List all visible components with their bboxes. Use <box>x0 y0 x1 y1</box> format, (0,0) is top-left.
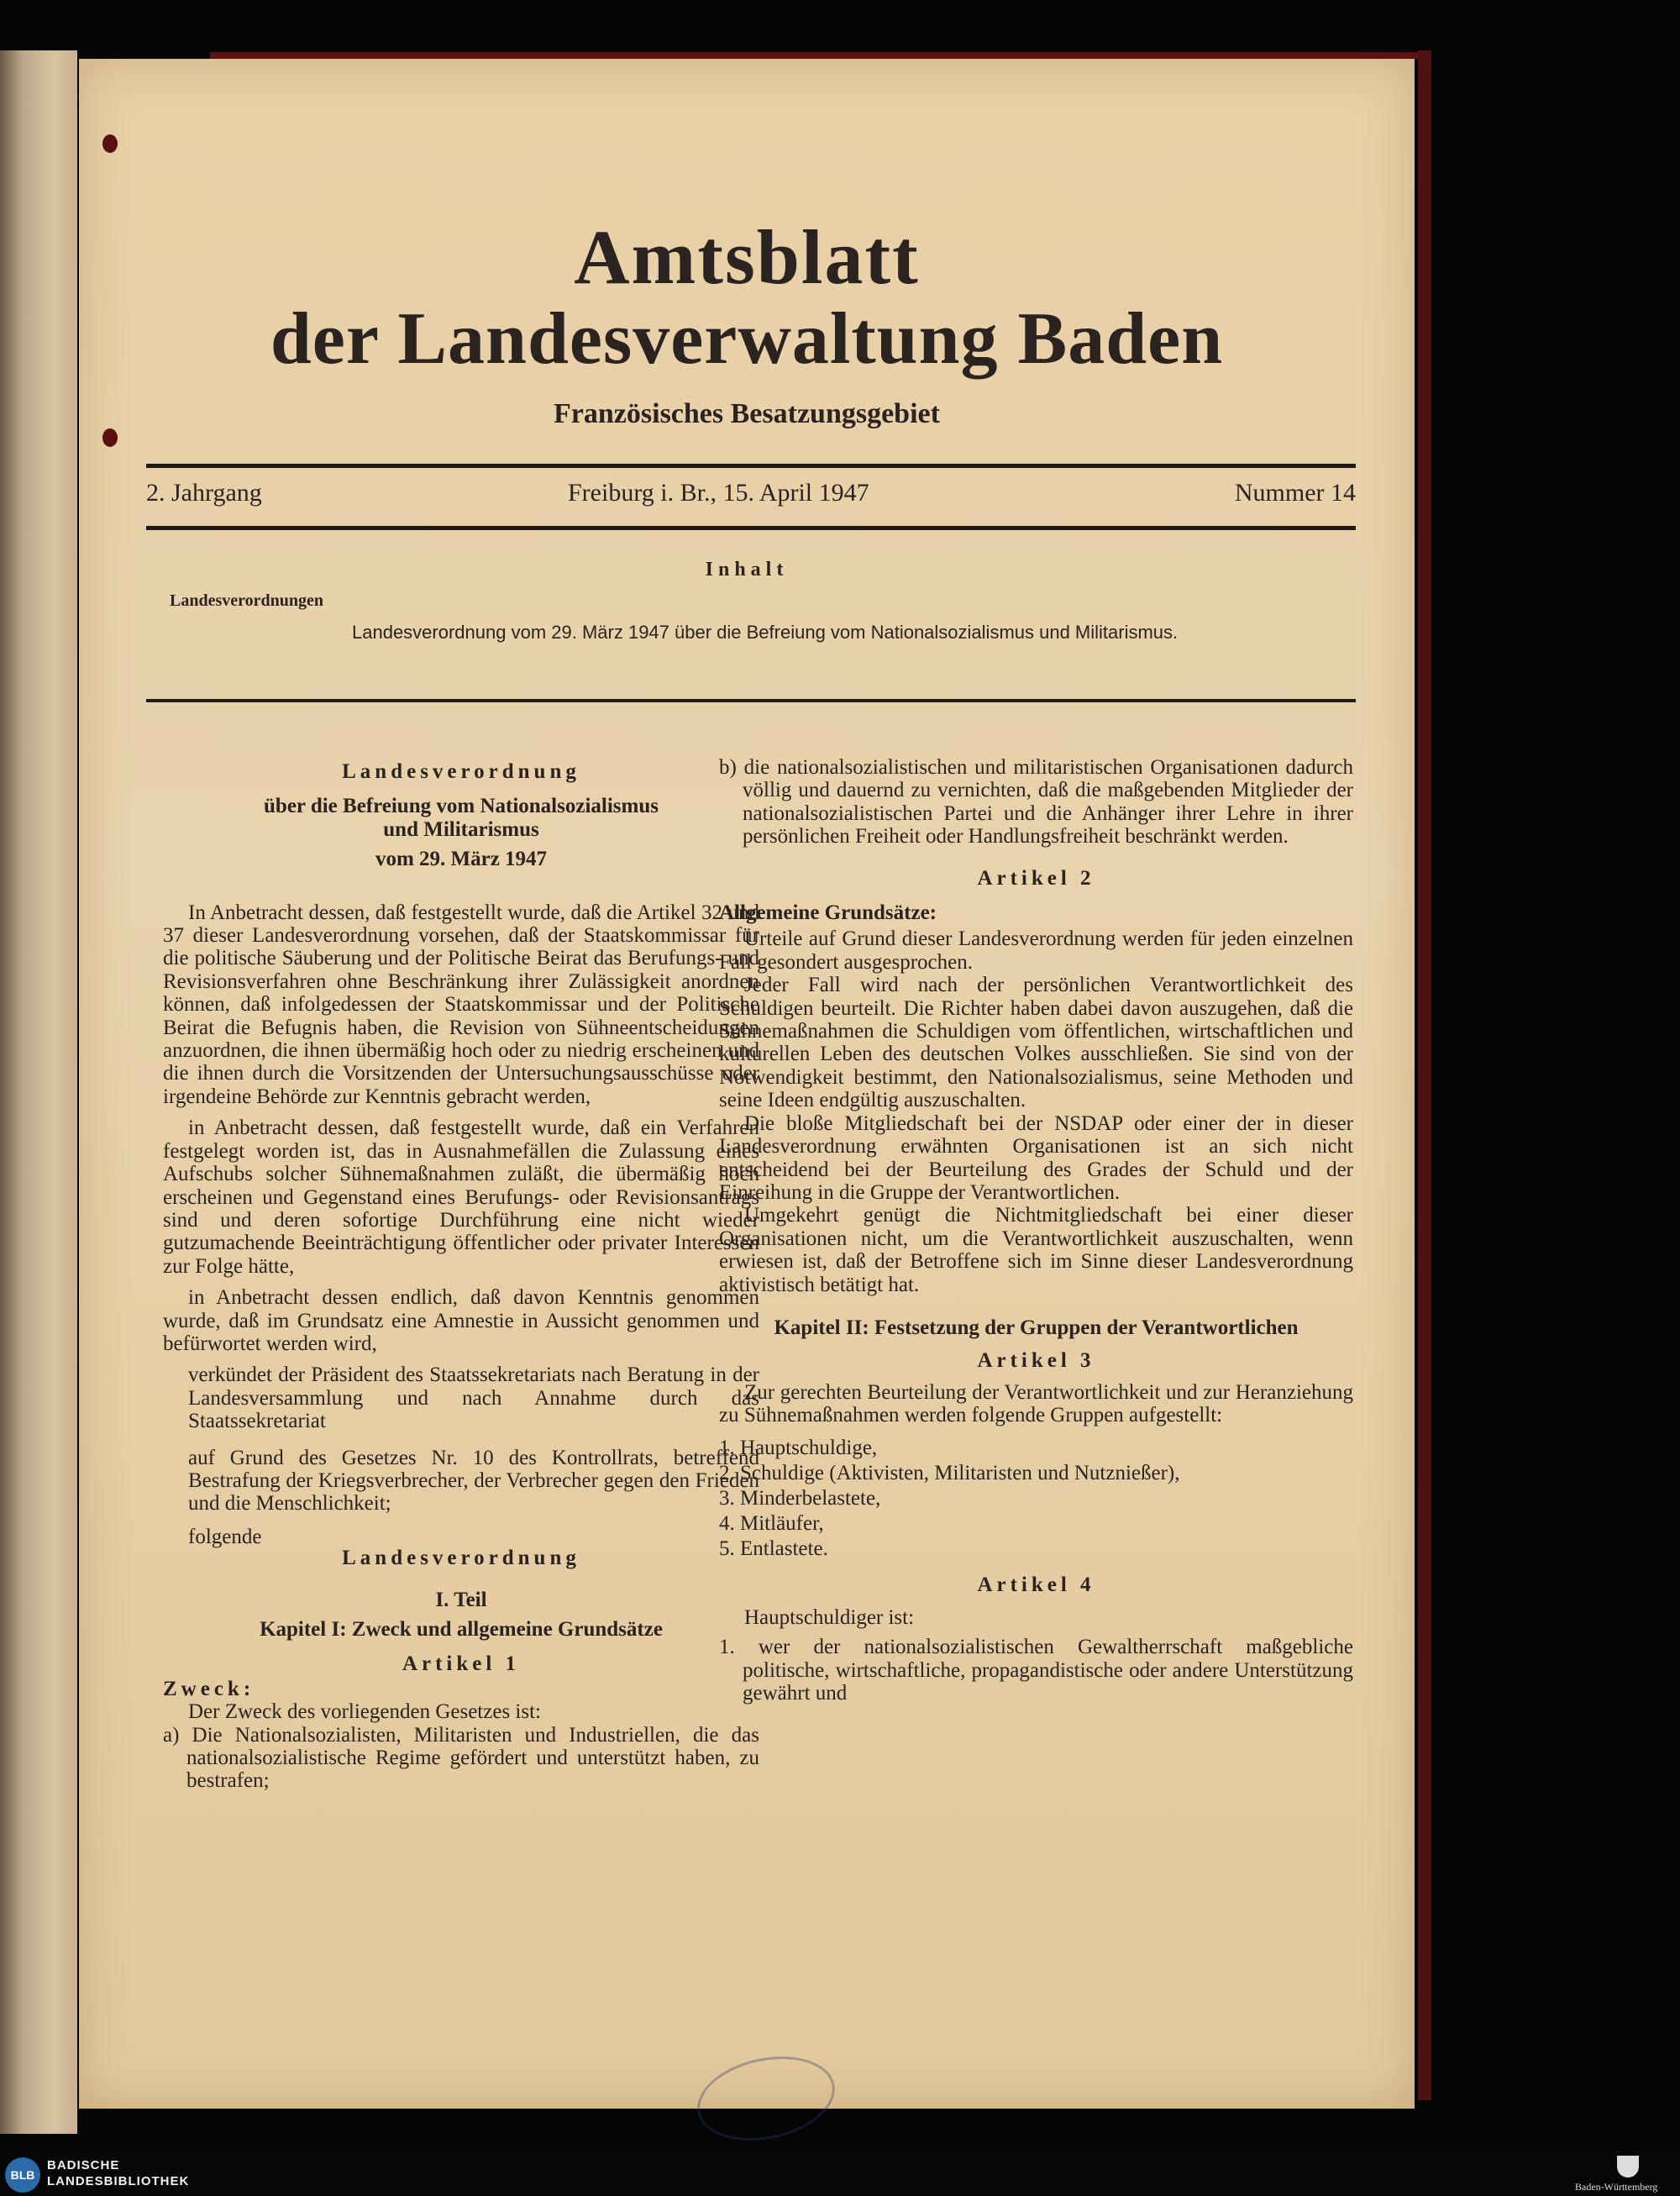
paragraph: in Anbetracht dessen, daß festgestellt wurde, daß ein Verfahren festgelegt worden ist, das in Ausnahmefällen die Zulassung eines Aufschubs solcher Sühnemaßnahmen zuläßt, die übermäßig hoch erscheinen und Gegenstand eines Berufungs- oder Revisionsantrags sind und deren sofortige Durchführung eine nicht wieder gutzumachende Beeinträchtigung öffentlicher oder privater Interessen zur Folge hätte, <box>163 1116 759 1278</box>
state-crest-icon <box>1617 2156 1639 2178</box>
masthead-title-line2: der Landesverwaltung Baden <box>270 298 1224 380</box>
masthead-title-line1: Amtsblatt <box>574 214 920 300</box>
ordinance-heading-2: Landesverordnung <box>342 1547 580 1570</box>
divider-top <box>146 464 1356 468</box>
list-item: b) die nationalsozialistischen und militaristischen Organisationen dadurch völlig und dauernd zu vernichten, daß die maßgebenden Mitglieder der nationalsozialistischen Partei und die Anhänger ihrer Lehre in ihrer persönlichen Freiheit oder Handlungsfreiheit beschränkt werden. <box>719 756 1353 848</box>
book-spine-edge <box>0 50 77 2134</box>
contents-section: Landesverordnungen <box>170 591 324 610</box>
part-heading: I. Teil <box>435 1588 487 1611</box>
punch-hole-bottom <box>102 428 118 447</box>
paragraph: in Anbetracht dessen endlich, daß davon Kenntnis genommen wurde, daß im Grundsatz eine Amnestie in Aussicht genommen und befürwortet werden wird, <box>163 1286 759 1355</box>
divider-contents <box>146 699 1356 702</box>
list-item: 2. Schuldige (Aktivisten, Militaristen und Nutznießer), <box>719 1461 1180 1484</box>
library-logo-icon: BLB <box>5 2157 40 2193</box>
paragraph: Zur gerechten Beurteilung der Verantwortlichkeit und zur Heranziehung zu Sühnemaßnahmen werden folgende Gruppen aufgestellt: <box>719 1380 1353 1427</box>
group-list <box>719 1436 1353 1562</box>
article-heading: Artikel 3 <box>977 1349 1095 1373</box>
binding-edge-top <box>210 52 1420 59</box>
list-item: 1. Hauptschuldige, <box>719 1436 878 1459</box>
article-heading: Artikel 1 <box>402 1652 521 1676</box>
list-item: 4. Mitläufer, <box>719 1511 824 1535</box>
punch-hole-top <box>102 134 118 153</box>
paragraph: Hauptschuldiger ist: <box>744 1605 915 1629</box>
masthead-subtitle: Französisches Besatzungsgebiet <box>554 398 940 430</box>
ordinance-heading: Landesverordnung <box>342 760 580 783</box>
issue-year: 2. Jahrgang <box>146 479 262 507</box>
library-name-line2: LANDESBIBLIOTHEK <box>47 2174 190 2188</box>
ordinance-date: vom 29. März 1947 <box>375 848 548 871</box>
list-item: 5. Entlastete. <box>719 1537 828 1560</box>
right-column <box>719 756 1353 1705</box>
issue-number: Nummer 14 <box>1234 479 1356 507</box>
state-name: Baden-Württemberg <box>1575 2181 1658 2193</box>
divider-issue <box>146 526 1356 530</box>
issue-place-date: Freiburg i. Br., 15. April 1947 <box>568 479 869 507</box>
paragraph: Umgekehrt genügt die Nichtmitgliedschaft bei einer dieser Organisationen nicht, um die Verantwortlichkeit auszuschalten, wenn erwiesen ist, daß der Betroffene sich im Sinne dieser Landesverordnung aktivistisch betätigt hat. <box>719 1204 1353 1296</box>
paragraph: Der Zweck des vorliegenden Gesetzes ist: <box>188 1700 541 1724</box>
masthead <box>79 214 1415 430</box>
document-page <box>79 59 1415 2109</box>
principles-label: Allgemeine Grundsätze: <box>719 901 937 925</box>
paragraph: Die bloße Mitgliedschaft bei der NSDAP oder einer der in dieser Landesverordnung erwähnten Organisationen ist an sich nicht entscheidend bei der Beurteilung des Grades der Schuld und der Einreihung in die Gruppe der Verantwortlichen. <box>719 1111 1353 1204</box>
footer-bar <box>0 2151 1680 2196</box>
paragraph: folgende <box>188 1525 262 1548</box>
list-item: 3. Minderbelastete, <box>719 1486 881 1510</box>
article-heading: Artikel 2 <box>977 866 1095 890</box>
paragraph: In Anbetracht dessen, daß festgestellt wurde, daß die Artikel 32 und 37 dieser Landesverordnung vorsehen, daß der Staatskommissar für die politische Säuberung und der Politische Beirat das Berufungs- und Revisionsverfahren ohne Beschränkung ihrer Zulässigkeit anordnen können, daß infolgedessen der Staatskommissar und der Politische Beirat die Befugnis haben, die Revision von Sühneentscheidungen anzuordnen, die ihnen übermäßig hoch oder zu niedrig erscheinen und die ihnen durch die Vorsitzenden der Untersuchungsausschüsse oder irgendeine Behörde zur Kenntnis gebracht werden, <box>163 901 759 1108</box>
library-name-line1: BADISCHE <box>47 2158 120 2172</box>
article-heading: Artikel 4 <box>977 1573 1095 1596</box>
binding-edge-right <box>1418 50 1431 2100</box>
list-item: 1. wer der nationalsozialistischen Gewaltherrschaft maßgebliche politische, wirtschaftliche, propagandistische oder andere Unterstützung gewährt und <box>719 1636 1353 1705</box>
issue-line <box>146 479 1356 512</box>
library-name <box>47 2157 189 2189</box>
list-item: a) Die Nationalsozialisten, Militaristen und Industriellen, die das nationalsozialistische Regime gefördert und unterstützt haben, zu bestrafen; <box>163 1723 759 1793</box>
purpose-label: Zweck: <box>163 1677 255 1700</box>
paragraph: auf Grund des Gesetzes Nr. 10 des Kontrollrats, betreffend Bestrafung der Kriegsverbrecher, der Verbrecher gegen den Frieden und die Menschlichkeit; <box>188 1446 759 1516</box>
contents-item: Landesverordnung vom 29. März 1947 über die Befreiung vom Nationalsozialismus und Militarismus. <box>352 622 1179 643</box>
chapter-heading: Kapitel I: Zweck und allgemeine Grundsätze <box>260 1618 663 1641</box>
ordinance-subheading: über die Befreiung vom Nationalsozialismus und Militarismus <box>264 795 659 841</box>
paragraph: Urteile auf Grund dieser Landesverordnung werden für jeden einzelnen Fall gesondert ausgesprochen. <box>719 927 1353 974</box>
paragraph: verkündet der Präsident des Staatssekretariats nach Beratung in der Landesversammlung und nach Annahme durch das Staatssekretariat <box>188 1363 759 1433</box>
left-column <box>163 760 759 1793</box>
paragraph: Jeder Fall wird nach der persönlichen Verantwortlichkeit des Schuldigen beurteilt. Die Richter haben dabei davon auszugehen, daß die Sühnemaßnahmen die Schuldigen vom öffentlichen, wirtschaftlichen und kulturellen Leben des deutschen Volkes ausschließen. Sie sind von der Notwendigkeit bestimmt, den Nationalsozialismus, seine Methoden und seine Ideen endgültig auszuschalten. <box>719 974 1353 1112</box>
contents-title: Inhalt <box>705 559 789 581</box>
chapter-heading: Kapitel II: Festsetzung der Gruppen der Verantwortlichen <box>774 1316 1299 1339</box>
